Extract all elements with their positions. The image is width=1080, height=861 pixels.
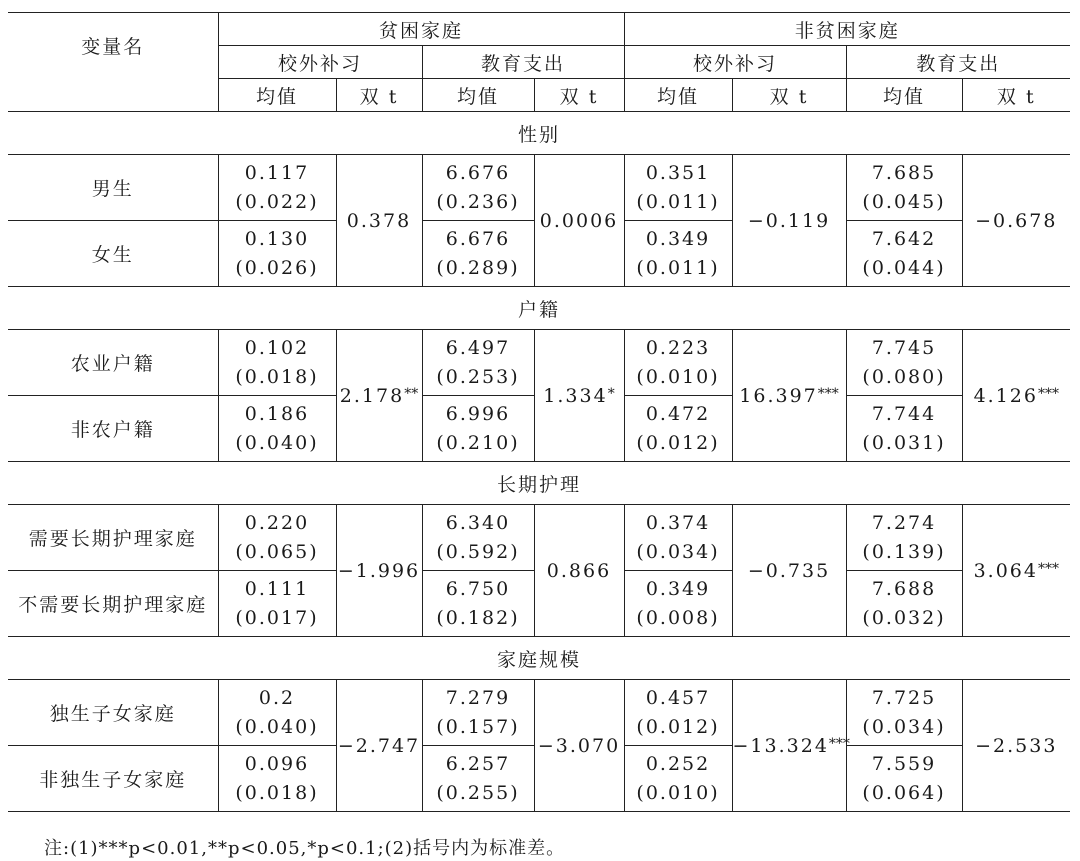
poor-edu-cell-mean: 7.279	[445, 686, 511, 709]
nonpoor-edu-t-value: −0.678	[975, 209, 1058, 232]
poor-tutoring-cell-sd: (0.026)	[235, 256, 319, 279]
group-nonpoor-header: 非贫困家庭	[624, 13, 1070, 46]
poor-tutoring-cell-sd: (0.022)	[235, 190, 319, 213]
nonpoor-edu-cell-mean: 7.274	[871, 511, 937, 534]
nonpoor-tutoring-cell-sd: (0.034)	[636, 540, 720, 563]
poor-edu-cell-mean: 6.340	[445, 511, 511, 534]
poor-edu-t	[534, 680, 624, 812]
poor-edu-t-value: −3.070	[537, 734, 621, 757]
poor-edu-cell-sd: (0.210)	[436, 431, 520, 454]
poor-edu-t-value: 0.866	[546, 559, 612, 582]
nonpoor-tutoring-t-value: −0.735	[747, 559, 831, 582]
nonpoor-edu-cell-sd: (0.139)	[862, 540, 946, 563]
nonpoor-tutoring-t	[732, 680, 850, 812]
nonpoor-tutoring-t	[732, 505, 846, 637]
nonpoor-tutoring-cell-mean: 0.349	[645, 227, 711, 250]
poor-tutoring-t-value: −1.996	[337, 559, 421, 582]
poor-edu-t	[534, 155, 624, 287]
nonpoor-tutoring-cell-sd: (0.010)	[636, 781, 720, 804]
poor-tutoring-t	[336, 505, 422, 637]
poor-tutoring-cell-sd: (0.017)	[235, 606, 319, 629]
row-label: 男生	[8, 155, 218, 221]
poor-tutoring-cell	[218, 680, 336, 746]
nonpoor-tutoring-cell-mean: 0.349	[645, 577, 711, 600]
nonpoor-edu-t	[962, 155, 1070, 287]
nonpoor-edu-cell	[846, 505, 962, 571]
nonpoor-tutoring-cell-mean: 0.472	[645, 402, 711, 425]
table-row	[8, 330, 1070, 396]
poor-tut-mean-header: 均值	[218, 79, 336, 112]
section-header-row	[8, 112, 1070, 155]
row-label: 需要长期护理家庭	[8, 505, 218, 571]
nonpoor-tutoring-t	[732, 155, 846, 287]
poor-edu-cell-mean: 6.257	[445, 752, 511, 775]
poor-edu-cell-mean: 6.750	[445, 577, 511, 600]
section-header-row	[8, 287, 1070, 330]
poor-edu-t	[534, 505, 624, 637]
nonpoor-tutoring-cell-sd: (0.011)	[636, 190, 720, 213]
nonpoor-tutoring-cell	[624, 571, 732, 637]
nonpoor-edu-t	[962, 505, 1070, 637]
nonpoor-edu-cell	[846, 221, 962, 287]
row-label: 不需要长期护理家庭	[8, 571, 218, 637]
poor-tutoring-t-value: 0.378	[346, 209, 412, 232]
nonpoor-tutoring-cell-mean: 0.223	[645, 336, 711, 359]
poor-tutoring-t	[336, 155, 422, 287]
nonpoor-edu-cell-mean: 7.744	[871, 402, 937, 425]
poor-edu-t	[534, 330, 624, 462]
nonpoor-edu-mean-header: 均值	[846, 79, 962, 112]
nonpoor-tutoring-cell-sd: (0.012)	[636, 431, 720, 454]
poor-tutoring-cell-mean: 0.2	[258, 686, 296, 709]
group-poor-header: 贫困家庭	[218, 13, 624, 46]
nonpoor-edu-t-value: −2.533	[975, 734, 1058, 757]
poor-edu-cell	[422, 505, 534, 571]
nonpoor-edu-cell-mean: 7.725	[871, 686, 937, 709]
nonpoor-tutoring-cell	[624, 746, 732, 812]
nonpoor-edu-cell	[846, 746, 962, 812]
poor-tutoring-cell	[218, 571, 336, 637]
poor-tutoring-t	[336, 680, 422, 812]
poor-edu-t-header: 双 t	[534, 79, 624, 112]
nonpoor-tutoring-cell-sd: (0.011)	[636, 256, 720, 279]
poor-tutoring-cell-sd: (0.065)	[235, 540, 319, 563]
nonpoor-edu-t	[962, 680, 1070, 812]
poor-edu-expense-header: 教育支出	[422, 46, 624, 79]
poor-tutoring-t-significance: **	[404, 385, 419, 402]
nonpoor-tutoring-cell	[624, 505, 732, 571]
section-title: 户籍	[8, 287, 1070, 330]
nonpoor-edu-cell	[846, 396, 962, 462]
poor-tutoring-header: 校外补习	[218, 46, 422, 79]
poor-tutoring-cell-mean: 0.102	[244, 336, 310, 359]
poor-edu-cell	[422, 155, 534, 221]
poor-tutoring-cell-sd: (0.018)	[235, 781, 319, 804]
statistics-table	[8, 12, 1070, 812]
poor-edu-cell-sd: (0.157)	[436, 715, 520, 738]
poor-tutoring-t-value: −2.747	[337, 734, 421, 757]
header-stat-spacer	[8, 79, 218, 112]
poor-edu-cell-sd: (0.182)	[436, 606, 520, 629]
poor-edu-cell-mean: 6.676	[445, 227, 511, 250]
nonpoor-tutoring-t-significance: ***	[817, 385, 839, 402]
poor-edu-cell-mean: 6.497	[445, 336, 511, 359]
nonpoor-tutoring-t	[732, 330, 846, 462]
nonpoor-edu-cell-sd: (0.044)	[862, 256, 946, 279]
nonpoor-edu-cell	[846, 571, 962, 637]
nonpoor-edu-cell	[846, 155, 962, 221]
poor-edu-cell-sd: (0.289)	[436, 256, 520, 279]
poor-tutoring-t	[336, 330, 422, 462]
header-row-stats	[8, 79, 1070, 112]
nonpoor-edu-cell-sd: (0.032)	[862, 606, 946, 629]
header-row-groups	[8, 13, 1070, 46]
poor-edu-cell-mean: 6.676	[445, 161, 511, 184]
nonpoor-tut-t-header: 双 t	[732, 79, 846, 112]
section-title: 家庭规模	[8, 637, 1070, 680]
nonpoor-edu-cell-mean: 7.559	[871, 752, 937, 775]
nonpoor-tutoring-cell-mean: 0.351	[645, 161, 711, 184]
nonpoor-tutoring-cell-sd: (0.010)	[636, 365, 720, 388]
poor-edu-cell	[422, 746, 534, 812]
poor-edu-t-value: 0.0006	[539, 209, 619, 232]
nonpoor-edu-cell-sd: (0.045)	[862, 190, 946, 213]
poor-edu-cell-mean: 6.996	[445, 402, 511, 425]
poor-edu-cell-sd: (0.236)	[436, 190, 520, 213]
poor-edu-cell	[422, 680, 534, 746]
row-label: 农业户籍	[8, 330, 218, 396]
nonpoor-tutoring-cell-sd: (0.012)	[636, 715, 720, 738]
poor-edu-cell	[422, 571, 534, 637]
nonpoor-tutoring-cell	[624, 680, 732, 746]
poor-edu-cell-sd: (0.253)	[436, 365, 520, 388]
var-name-header: 变量名	[8, 13, 218, 79]
poor-tutoring-cell-mean: 0.117	[244, 161, 310, 184]
nonpoor-tutoring-t-value: 16.397	[739, 384, 818, 407]
table-row	[8, 680, 1070, 746]
poor-tutoring-cell-mean: 0.220	[244, 511, 310, 534]
poor-edu-cell	[422, 396, 534, 462]
row-label: 独生子女家庭	[8, 680, 218, 746]
nonpoor-tutoring-cell	[624, 330, 732, 396]
section-title: 性别	[8, 112, 1070, 155]
nonpoor-edu-t-value: 3.064	[973, 559, 1038, 582]
poor-tutoring-cell-sd: (0.040)	[235, 431, 319, 454]
poor-edu-mean-header: 均值	[422, 79, 534, 112]
poor-edu-cell-sd: (0.255)	[436, 781, 520, 804]
nonpoor-edu-cell-sd: (0.080)	[862, 365, 946, 388]
table-note: 注:(1)***p<0.01,**p<0.05,*p<0.1;(2)括号内为标准差。	[44, 838, 566, 859]
nonpoor-edu-cell-mean: 7.688	[871, 577, 937, 600]
poor-tutoring-cell	[218, 221, 336, 287]
poor-tutoring-cell-sd: (0.040)	[235, 715, 319, 738]
poor-tutoring-cell-mean: 0.096	[244, 752, 310, 775]
nonpoor-edu-cell-sd: (0.031)	[862, 431, 946, 454]
row-label: 非农户籍	[8, 396, 218, 462]
nonpoor-tutoring-cell-sd: (0.008)	[636, 606, 720, 629]
poor-tutoring-cell-mean: 0.186	[244, 402, 310, 425]
poor-edu-cell	[422, 221, 534, 287]
poor-edu-cell	[422, 330, 534, 396]
nonpoor-tutoring-cell-mean: 0.457	[645, 686, 711, 709]
poor-tutoring-cell-sd: (0.018)	[235, 365, 319, 388]
nonpoor-edu-cell-sd: (0.034)	[862, 715, 946, 738]
poor-edu-cell-sd: (0.592)	[436, 540, 520, 563]
nonpoor-edu-cell-sd: (0.064)	[862, 781, 946, 804]
nonpoor-edu-t-significance: ***	[1037, 385, 1059, 402]
poor-tut-t-header: 双 t	[336, 79, 422, 112]
nonpoor-edu-expense-header: 教育支出	[846, 46, 1070, 79]
poor-tutoring-cell-mean: 0.130	[244, 227, 310, 250]
poor-tutoring-cell	[218, 330, 336, 396]
nonpoor-edu-cell	[846, 330, 962, 396]
row-label: 女生	[8, 221, 218, 287]
nonpoor-tutoring-cell	[624, 155, 732, 221]
poor-tutoring-cell	[218, 746, 336, 812]
nonpoor-edu-t-header: 双 t	[962, 79, 1070, 112]
poor-tutoring-cell	[218, 155, 336, 221]
nonpoor-tutoring-t-value: −13.324	[732, 734, 829, 757]
table-row	[8, 505, 1070, 571]
poor-tutoring-t-value: 2.178	[339, 384, 405, 407]
row-label: 非独生子女家庭	[8, 746, 218, 812]
section-header-row	[8, 462, 1070, 505]
nonpoor-edu-cell	[846, 680, 962, 746]
section-title: 长期护理	[8, 462, 1070, 505]
nonpoor-tutoring-t-significance: ***	[828, 735, 850, 752]
table-row	[8, 155, 1070, 221]
nonpoor-edu-cell-mean: 7.745	[871, 336, 937, 359]
section-header-row	[8, 637, 1070, 680]
poor-tutoring-cell	[218, 505, 336, 571]
nonpoor-tutoring-t-value: −0.119	[747, 209, 831, 232]
nonpoor-edu-t	[962, 330, 1070, 462]
poor-edu-t-significance: *	[607, 385, 615, 402]
nonpoor-tutoring-cell	[624, 396, 732, 462]
poor-tutoring-cell-mean: 0.111	[244, 577, 310, 600]
nonpoor-edu-cell-mean: 7.642	[871, 227, 937, 250]
nonpoor-edu-cell-mean: 7.685	[871, 161, 937, 184]
nonpoor-tutoring-cell-mean: 0.252	[645, 752, 711, 775]
nonpoor-tutoring-cell-mean: 0.374	[645, 511, 711, 534]
nonpoor-tutoring-header: 校外补习	[624, 46, 846, 79]
nonpoor-tut-mean-header: 均值	[624, 79, 732, 112]
nonpoor-tutoring-cell	[624, 221, 732, 287]
poor-edu-t-value: 1.334	[543, 384, 608, 407]
nonpoor-edu-t-value: 4.126	[973, 384, 1038, 407]
nonpoor-edu-t-significance: ***	[1037, 560, 1059, 577]
poor-tutoring-cell	[218, 396, 336, 462]
